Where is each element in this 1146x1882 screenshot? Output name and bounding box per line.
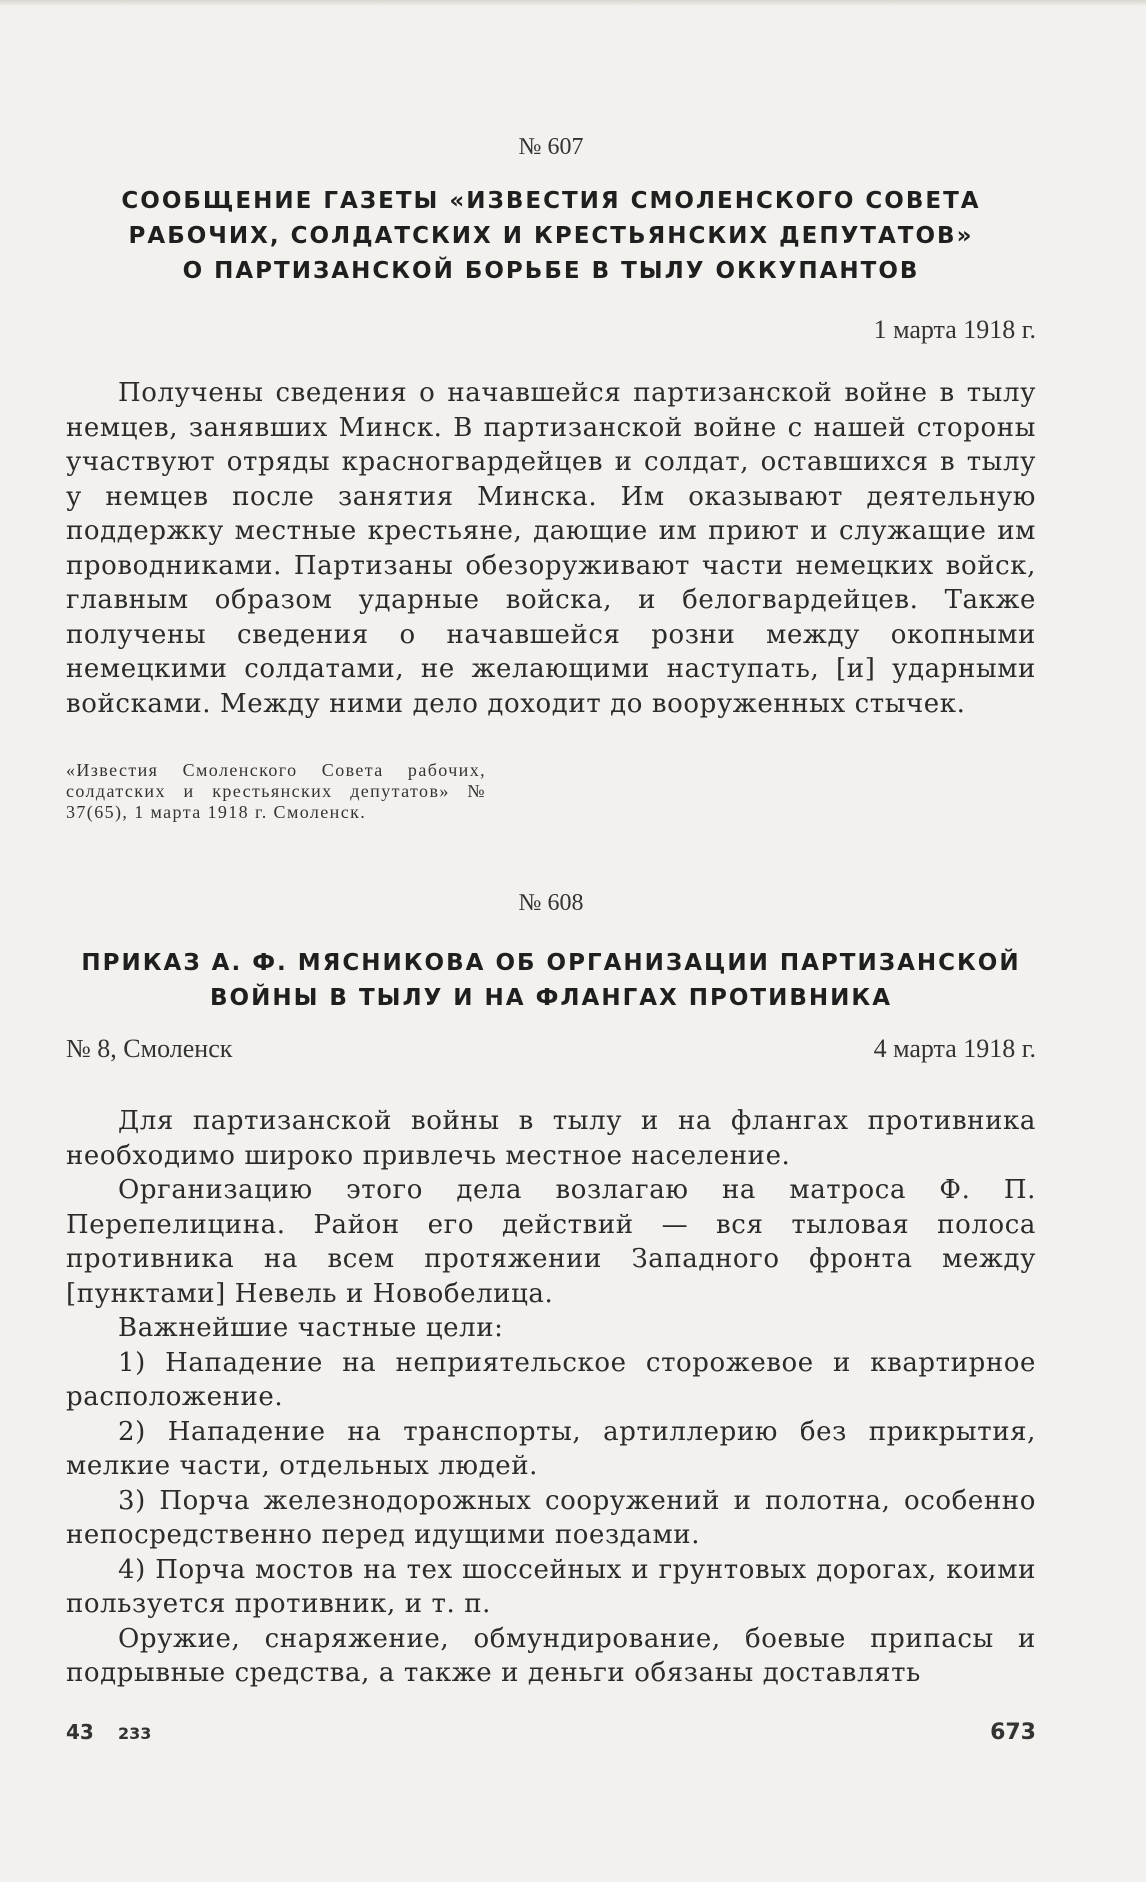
doc-608-list-item: 2) Нападение на транспорты, артиллерию без прикрытия, мелкие части, отдельных людей. (66, 1416, 1036, 1481)
doc-608-title-line: ПРИКАЗ А. Ф. МЯСНИКОВА ОБ ОРГАНИЗАЦИИ ПАРТИЗАНСКОЙ (81, 950, 1021, 976)
footer-code: 233 (118, 1724, 152, 1743)
doc-607-title-line: РАБОЧИХ, СОЛДАТСКИХ И КРЕСТЬЯНСКИХ ДЕПУТАТОВ» (128, 223, 974, 249)
doc-608-paragraph: Для партизанской войны в тылу и на флангах противника необходимо широко привлечь местное население. (66, 1106, 1036, 1171)
doc-608-order-place: № 8, Смоленск (66, 1034, 233, 1063)
page-number: 673 (990, 1720, 1036, 1745)
doc-607-title-line: СООБЩЕНИЕ ГАЗЕТЫ «ИЗВЕСТИЯ СМОЛЕНСКОГО СОВЕТА (121, 188, 981, 214)
doc-608-body (66, 1104, 1036, 1691)
doc-607-title (66, 184, 1036, 289)
doc-608-number: № 608 (518, 890, 584, 916)
doc-608-list-item: 4) Порча мостов на тех шоссейных и грунтовых дорогах, коими пользуется противник, и т. п. (66, 1554, 1036, 1619)
doc-608-date: 4 марта 1918 г. (873, 1034, 1036, 1063)
doc-608-paragraph: Организацию этого дела возлагаю на матроса Ф. П. Перепелицина. Район его действий — вся тыловая полоса противника на всем протяжении Западного фронта между [пунктами] Невель и Новобелица. (66, 1175, 1036, 1309)
doc-607-source: «Известия Смоленского Совета рабочих, солдатских и крестьянских депутатов» № 37(65), 1 марта 1918 г. Смоленск. (66, 760, 486, 822)
doc-607-paragraph: Получены сведения о начавшейся партизанской войне в тылу немцев, занявших Минск. В партизанской войне с нашей стороны участвуют отряды красногвардейцев и солдат, оставшихся в тылу у немцев после занятия Минска. Им оказывают деятельную поддержку местные крестьяне, дающие им приют и служащие им проводниками. Партизаны обезоруживают части немецких войск, главным образом ударные войска, и белогвардейцев. Также получены сведения о начавшейся розни между окопными немецкими солдатами, не желающими наступать, [и] ударными войсками. Между ними дело доходит до вооруженных стычек. (66, 378, 1036, 719)
doc-608-title (66, 946, 1036, 1016)
doc-608-paragraph: Оружие, снаряжение, обмундирование, боевые припасы и подрывные средства, а также и деньги обязаны доставлять (66, 1623, 1036, 1688)
doc-608-title-line: ВОЙНЫ В ТЫЛУ И НА ФЛАНГАХ ПРОТИВНИКА (209, 985, 893, 1011)
doc-607-body (66, 376, 1036, 721)
doc-608-list-item: 3) Порча железнодорожных сооружений и полотна, особенно непосредственно перед идущими поездами. (66, 1485, 1036, 1550)
doc-607-date: 1 марта 1918 г. (873, 315, 1036, 344)
doc-608-paragraph: Важнейшие частные цели: (118, 1313, 504, 1343)
footer-signature: 43 (66, 1720, 94, 1744)
doc-607-title-line: О ПАРТИЗАНСКОЙ БОРЬБЕ В ТЫЛУ ОККУПАНТОВ (182, 258, 920, 284)
doc-607-number: № 607 (518, 134, 584, 160)
text-column (66, 0, 1036, 1882)
doc-608-list-item: 1) Нападение на неприятельское сторожевое и квартирное расположение. (66, 1347, 1036, 1412)
